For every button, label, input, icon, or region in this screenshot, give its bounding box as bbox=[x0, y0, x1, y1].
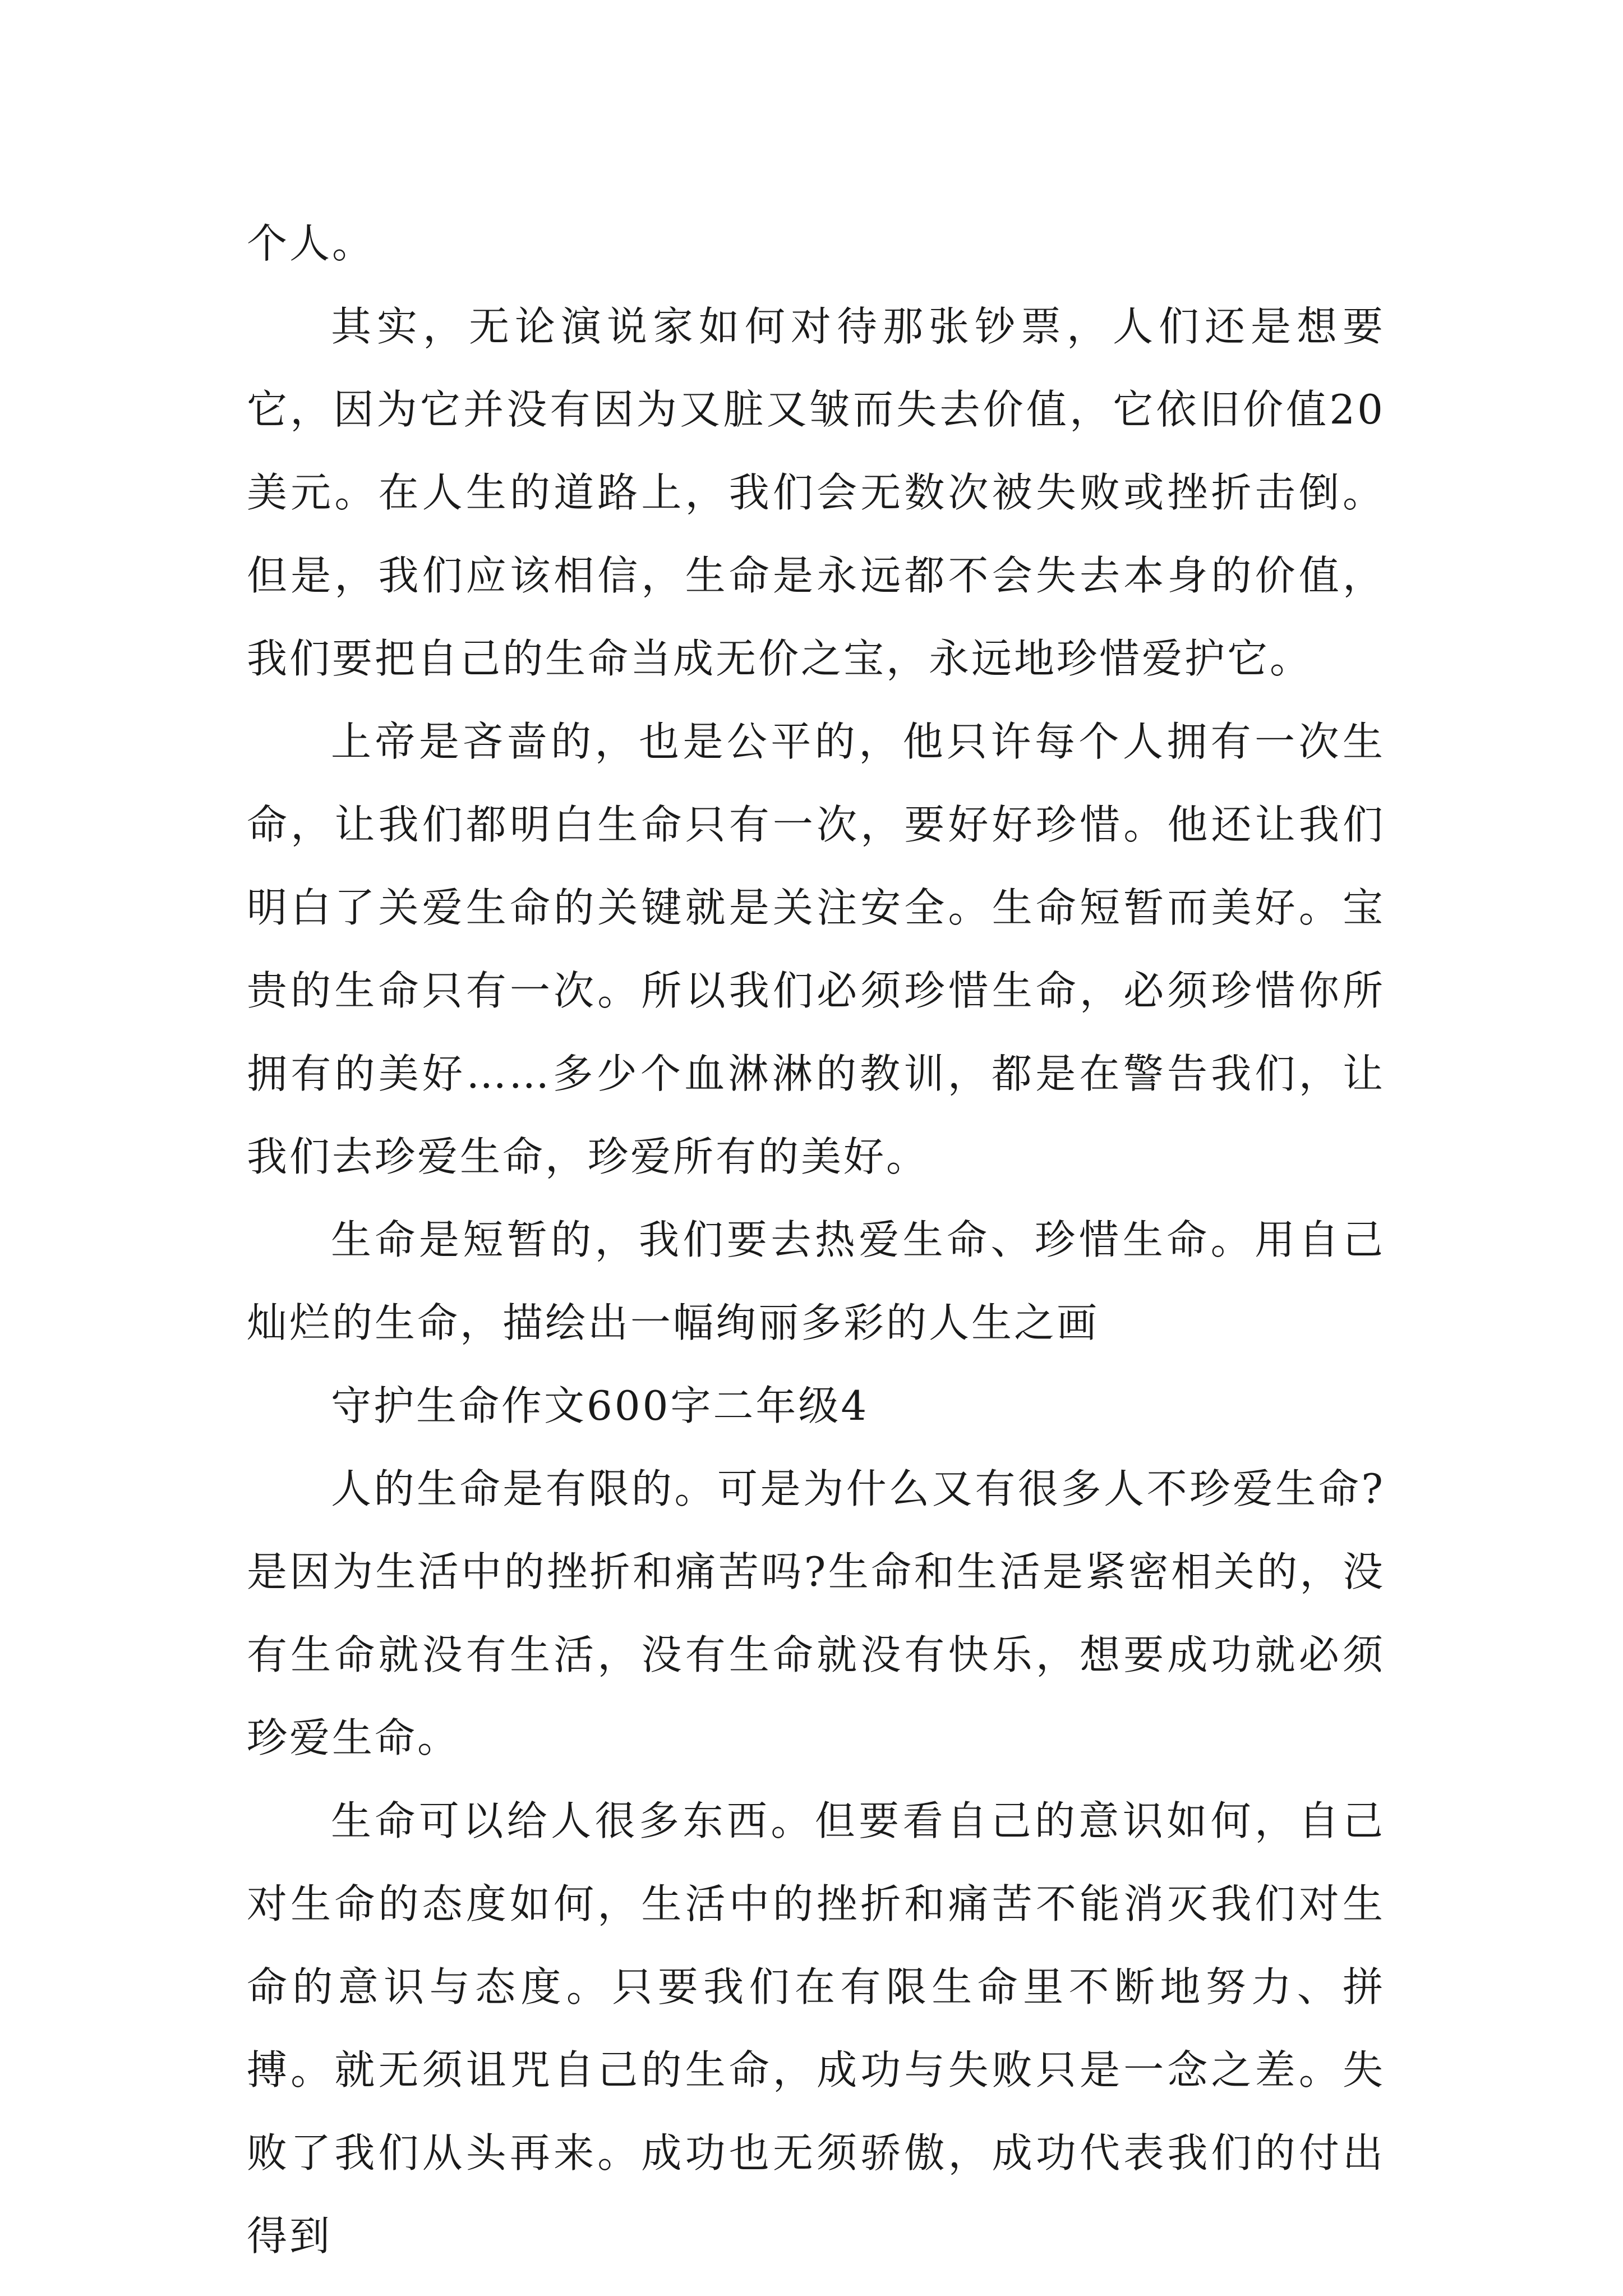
paragraph: 上帝是吝啬的，也是公平的，他只许每个人拥有一次生命，让我们都明白生命只有一次，要好好珍惜。他还让我们明白了关爱生命的关键就是关注安全。生命短暂而美好。宝贵的生命只有一次。所以我们必须珍惜生命，必须珍惜你所拥有的美好……多少个血淋淋的教训，都是在警告我们，让我们去珍爱生命，珍爱所有的美好。 bbox=[247, 718, 1385, 1180]
paragraph: 人的生命是有限的。可是为什么又有很多人不珍爱生命?是因为生活中的挫折和痛苦吗?生命和生活是紧密相关的，没有生命就没有生活，没有生命就没有快乐，想要成功就必须珍爱生命。 bbox=[247, 1465, 1385, 1761]
paragraph-fragment: 个人。 bbox=[247, 220, 375, 267]
paragraph: 生命可以给人很多东西。但要看自己的意识如何，自己对生命的态度如何，生活中的挫折和痛苦不能消灭我们对生命的意识与态度。只要我们在有限生命里不断地努力、拼搏。就无须诅咒自己的生命，成功与失败只是一念之差。失败了我们从头再来。成功也无须骄傲，成功代表我们的付出得到 bbox=[247, 1797, 1385, 2260]
section-heading: 守护生命作文600字二年级4 bbox=[331, 1382, 869, 1429]
paragraph: 其实，无论演说家如何对待那张钞票，人们还是想要它，因为它并没有因为又脏又皱而失去价值，它依旧价值20美元。在人生的道路上，我们会无数次被失败或挫折击倒。但是，我们应该相信，生命是永远都不会失去本身的价值，我们要把自己的生命当成无价之宝，永远地珍惜爱护它。 bbox=[247, 303, 1385, 682]
document-body bbox=[247, 202, 1385, 2277]
paragraph: 生命是短暂的，我们要去热爱生命、珍惜生命。用自己灿烂的生命，描绘出一幅绚丽多彩的人生之画 bbox=[247, 1216, 1385, 1346]
